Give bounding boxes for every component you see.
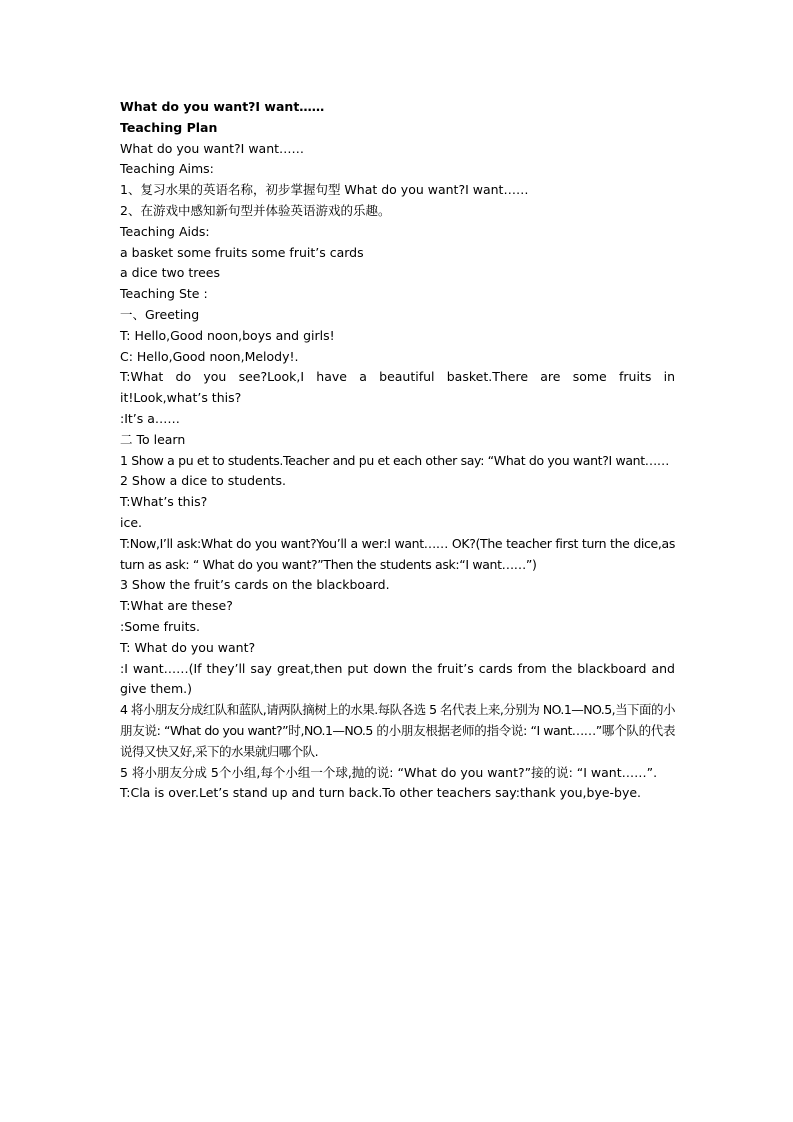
paragraph-line: 5 将小朋友分成 5个小组,每个小组一个球,抛的说: “What do you want?”接的说: “I want……”.	[120, 764, 658, 780]
paragraph-line: What do you want?I want……	[120, 140, 305, 156]
paragraph-line: 2、在游戏中感知新句型并体验英语游戏的乐趣。	[120, 202, 391, 218]
paragraph-line: a basket some fruits some fruit’s cards	[120, 244, 364, 260]
section-heading-greeting: 一、Greeting	[120, 306, 200, 322]
paragraph-line: T:What do you see?Look,I have a beautiful basket.There are some fruits in it!Look,what’s this?	[120, 369, 675, 406]
paragraph-line: ice.	[120, 514, 143, 530]
paragraph-line: :I want……(If they’ll say great,then put down the fruit’s cards from the blackboard and give them.)	[120, 660, 675, 697]
section-heading-steps: Teaching Ste :	[120, 286, 208, 302]
document-page	[120, 97, 675, 804]
paragraph-line: T:What’s this?	[120, 494, 208, 510]
paragraph-line: T: What do you want?	[120, 639, 256, 655]
section-heading-aims: Teaching Aims:	[120, 161, 214, 177]
paragraph-line: :It’s a……	[120, 410, 180, 426]
paragraph-line: a dice two trees	[120, 265, 220, 281]
document-title: What do you want?I want……	[120, 99, 325, 114]
paragraph-line: 2 Show a dice to students.	[120, 473, 286, 489]
paragraph-line: T:Now,I’ll ask:What do you want?You’ll a wer:I want…… OK?(The teacher first turn the dice,as turn as ask: “ What do you want?”Then the students ask:“I want……”)	[120, 535, 675, 572]
section-heading-aids: Teaching Aids:	[120, 223, 210, 239]
paragraph-line: :Some fruits.	[120, 618, 200, 634]
paragraph-line: 1、复习水果的英语名称，初步掌握句型 What do you want?I want……	[120, 182, 529, 198]
paragraph-line: 3 Show the fruit’s cards on the blackboard.	[120, 577, 390, 593]
document-subtitle: Teaching Plan	[120, 119, 218, 135]
section-heading-learn: 二 To learn	[120, 431, 186, 447]
paragraph-line: T: Hello,Good noon,boys and girls!	[120, 327, 335, 343]
paragraph-line: 4 将小朋友分成红队和蓝队,请两队摘树上的水果.每队各选 5 名代表上来,分别为 NO.1—NO.5,当下面的小朋友说: “What do you want?”时,NO.1—NO.5 的小朋友根据老师的指令说: “I want……”哪个队的代表说得又快又好,采下的水果就归哪个队.	[120, 702, 675, 759]
paragraph-line: 1 Show a pu et to students.Teacher and pu et each other say: “What do you want?I want……	[120, 452, 670, 468]
paragraph-line: C: Hello,Good noon,Melody!.	[120, 348, 299, 364]
paragraph-line: T:What are these?	[120, 598, 233, 614]
paragraph-line: T:Cla is over.Let’s stand up and turn back.To other teachers say:thank you,bye-bye.	[120, 785, 642, 801]
